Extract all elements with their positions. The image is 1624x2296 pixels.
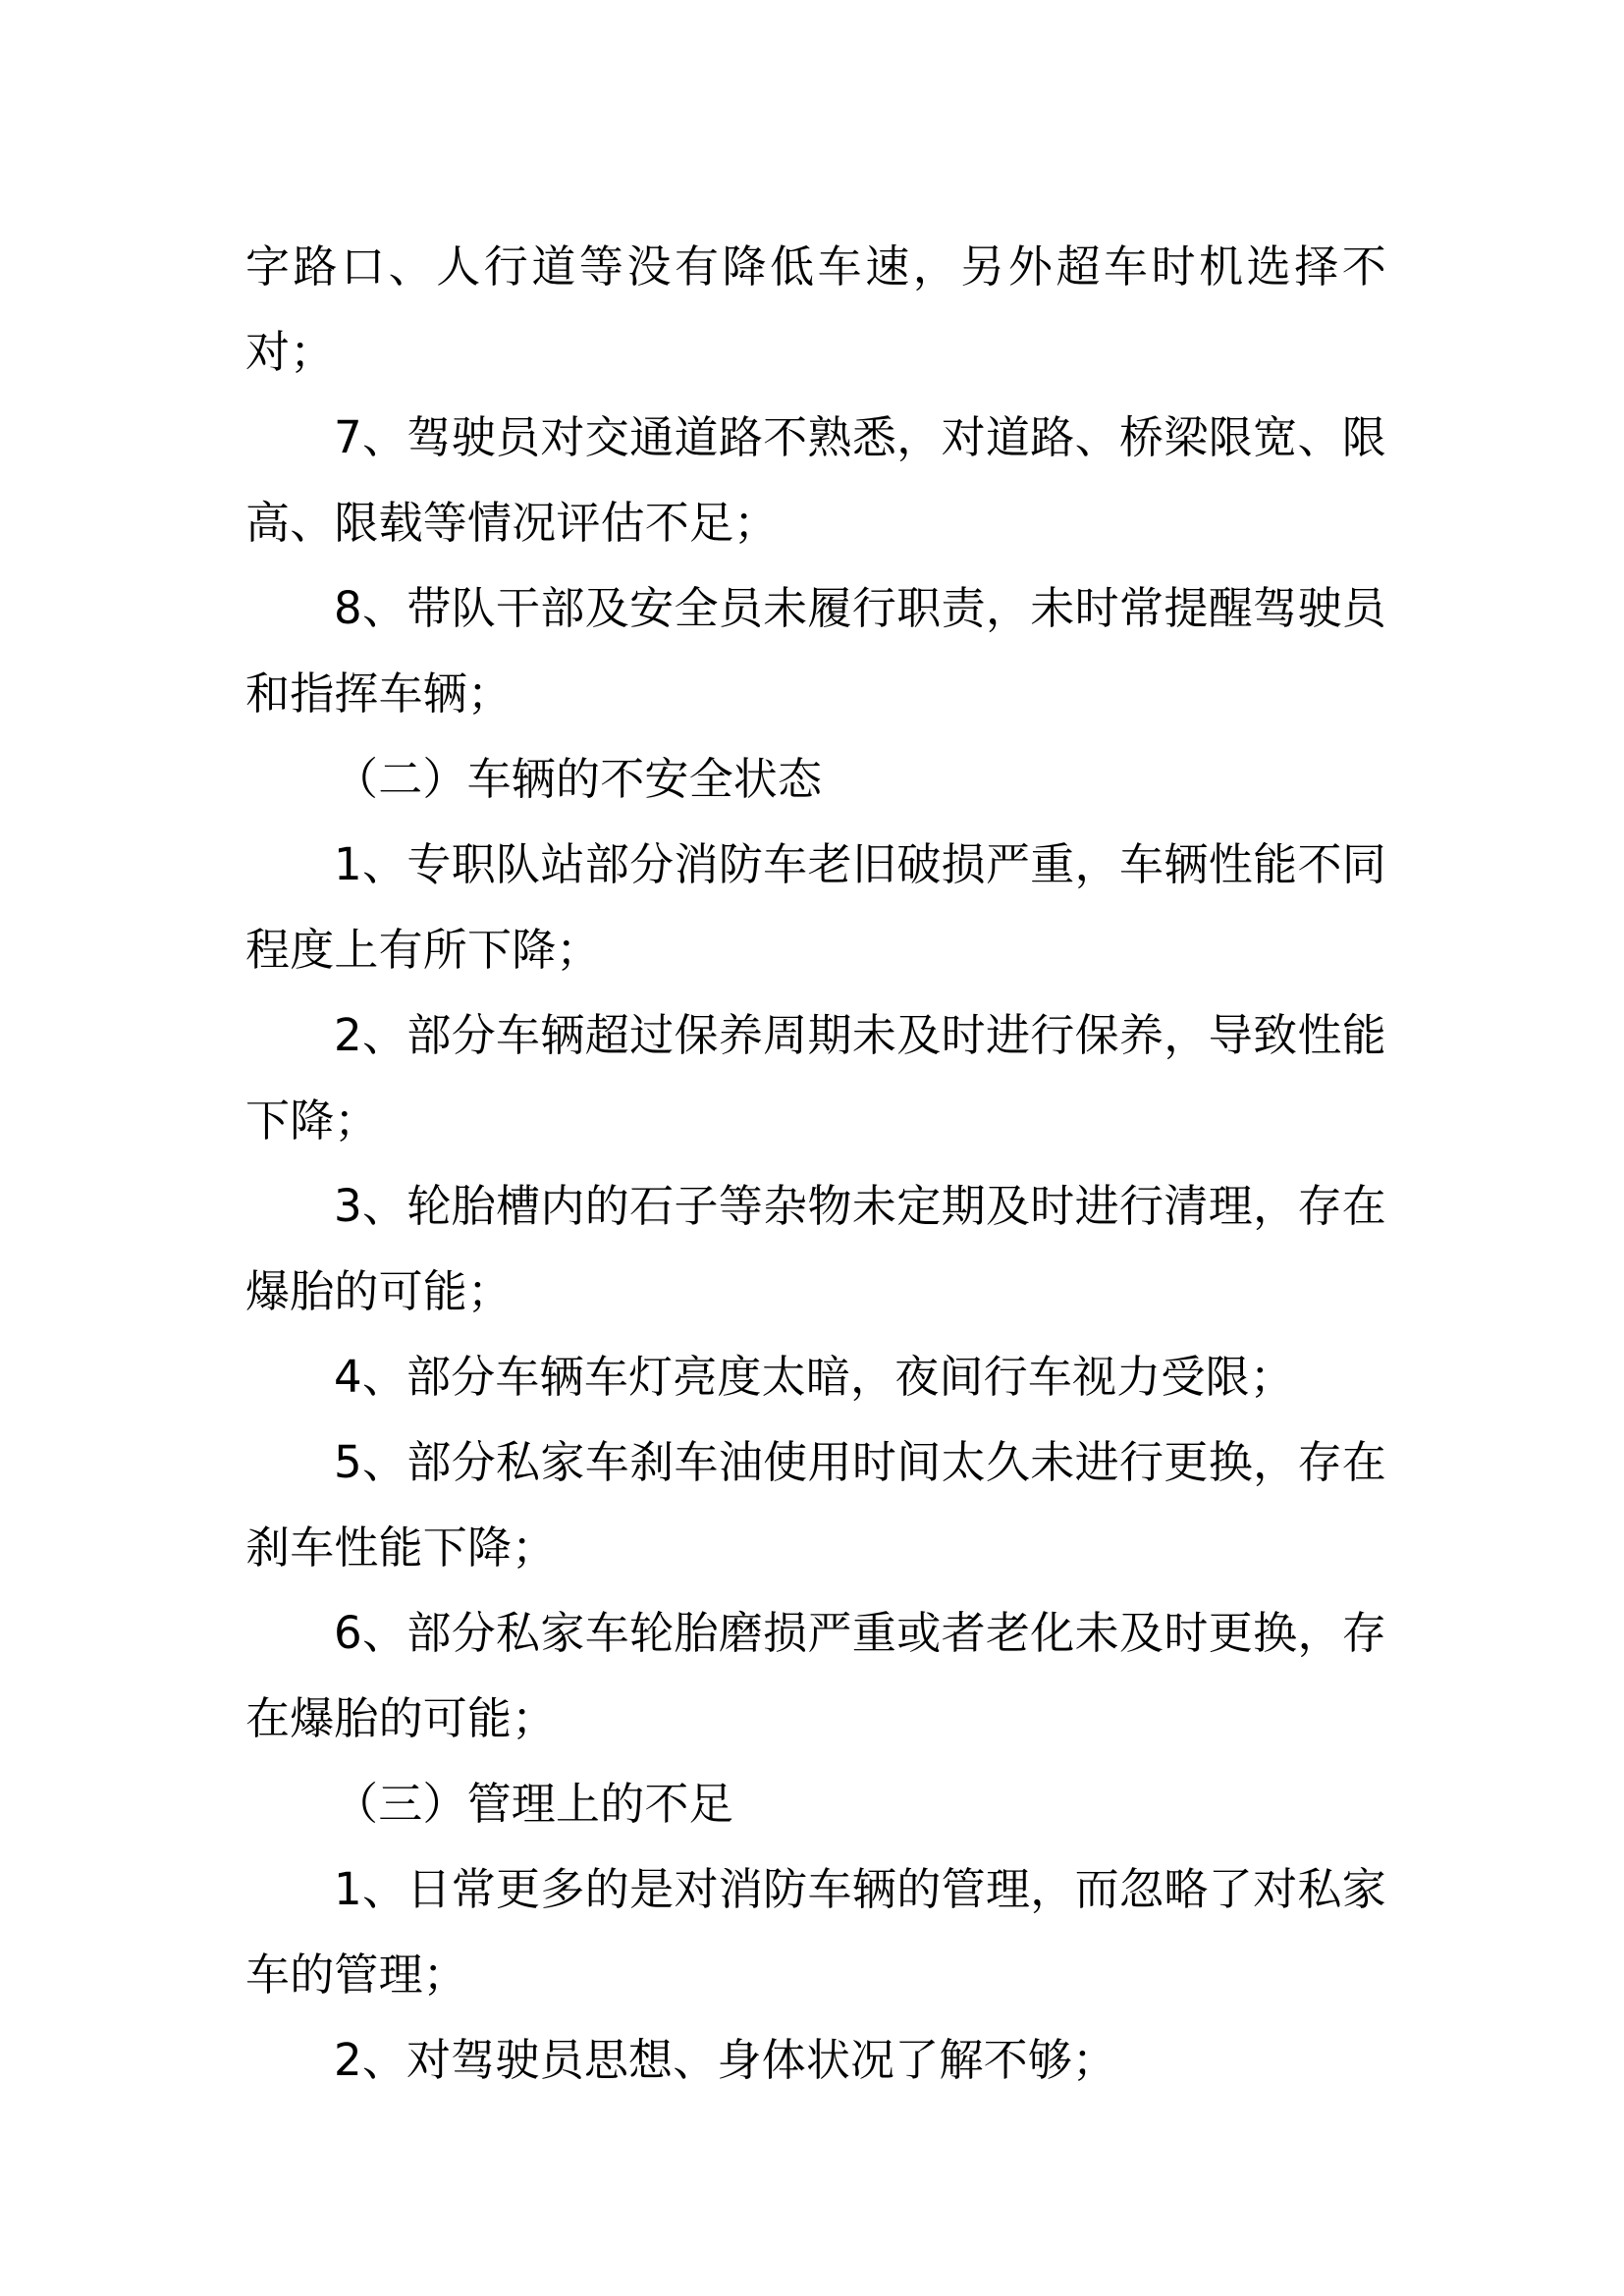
paragraph-item-8: 8、带队干部及安全员未履行职责，未时常提醒驾驶员和指挥车辆；	[245, 582, 1386, 720]
paragraph-continuation: 字路口、人行道等没有降低车速，另外超车时机选择不对；	[245, 240, 1386, 378]
paragraph-item-5: 5、部分私家车刹车油使用时间太久未进行更换，存在刹车性能下降；	[245, 1436, 1386, 1574]
paragraph-item-4: 4、部分车辆车灯亮度太暗，夜间行车视力受限；	[334, 1351, 1295, 1403]
paragraph-item-1-management: 1、日常更多的是对消防车辆的管理，而忽略了对私家车的管理；	[245, 1863, 1386, 2001]
section-heading-3: （三）管理上的不足	[334, 1778, 733, 1830]
paragraph-item-3: 3、轮胎槽内的石子等杂物未定期及时进行清理，存在爆胎的可能；	[245, 1180, 1386, 1317]
paragraph-item-2: 2、部分车辆超过保养周期未及时进行保养，导致性能下降；	[245, 1009, 1386, 1147]
paragraph-item-1: 1、专职队站部分消防车老旧破损严重，车辆性能不同程度上有所下降；	[245, 838, 1386, 976]
paragraph-item-7: 7、驾驶员对交通道路不熟悉，对道路、桥梁限宽、限高、限载等情况评估不足；	[245, 411, 1386, 549]
document-body	[245, 224, 1386, 2103]
paragraph-item-6: 6、部分私家车轮胎磨损严重或者老化未及时更换，存在爆胎的可能；	[245, 1607, 1386, 1744]
section-heading-2: （二）车辆的不安全状态	[334, 753, 823, 805]
paragraph-item-2-management: 2、对驾驶员思想、身体状况了解不够；	[334, 2034, 1117, 2086]
